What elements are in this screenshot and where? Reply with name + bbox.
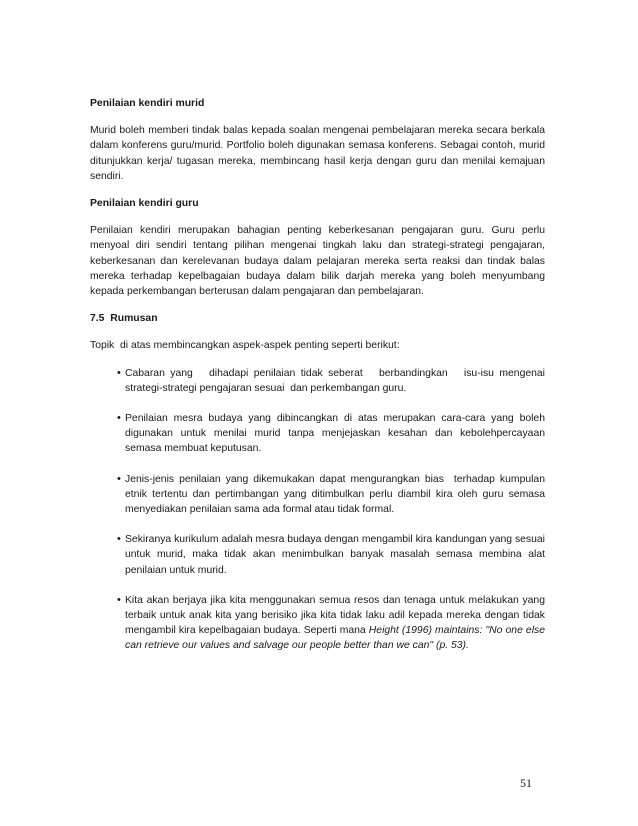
bullet-text-with-quote	[123, 593, 545, 654]
list-item: • Sekiranya kurikulum adalah mesra budaya dengan mengambil kira kandungan yang sesuai untuk murid, maka tidak akan menimbulkan banyak masalah semasa membina alat penilaian untuk murid.	[90, 532, 545, 578]
list-item: • Jenis-jenis penilaian yang dikemukakan dapat mengurangkan bias terhadap kumpulan etnik tertentu dan pertimbangan yang ditimbulkan perlu diambil kira oleh guru semasa menyediakan penilaian sama ada formal atau tidak formal.	[90, 472, 545, 518]
heading-summary: 7.5 Rumusan	[90, 313, 158, 325]
bullet-text: Jenis-jenis penilaian yang dikemukakan dapat mengurangkan bias terhadap kumpulan etnik tertentu dan pertimbangan yang ditimbulkan perlu diambil kira oleh guru semasa menyediakan penilaian sama ada formal atau tidak formal.	[125, 473, 548, 516]
paragraph-self-assessment-teacher: Penilaian kendiri merupakan bahagian penting keberkesanan pengajaran guru. Guru perlu menyoal diri sendiri tentang pilihan mengenai tingkah laku dan strategi-strategi pengajaran, keberkesanan dan kerelevanan budaya dalam pelajaran mereka serta reaksi dan tindak balas mereka terhadap kepelbagaian budaya dalam bilik darjah mereka yang boleh menyumbang kepada perkembangan berterusan dalam pengajaran dan pembelajaran.	[90, 225, 545, 298]
page-number: 51	[520, 776, 532, 790]
bullet-text: Penilaian mesra budaya yang dibincangkan di atas merupakan cara-cara yang boleh digunakan untuk menilai murid tanpa menjejaskan kesahan dan kebolehpercayaan semasa membuat keputusan.	[125, 413, 545, 455]
summary-bullet-list	[90, 366, 548, 654]
list-item: • Penilaian mesra budaya yang dibincangkan di atas merupakan cara-cara yang boleh digunakan untuk menilai murid tanpa menjejaskan kesahan dan kebolehpercayaan semasa membuat keputusan.	[90, 411, 545, 457]
document-page	[90, 96, 548, 669]
paragraph-self-assessment-student: Murid boleh memberi tindak balas kepada soalan mengenai pembelajaran mereka secara berkala dalam konferens guru/murid. Portfolio boleh digunakan semasa konferens. Sebagai contoh, murid ditunjukkan kerja/ tugasan mereka, membincang hasil kerja dengan guru dan menilai kemajuan sendiri.	[90, 125, 545, 182]
heading-self-assessment-student: Penilaian kendiri murid	[90, 98, 205, 109]
list-item: • Cabaran yang dihadapi penilaian tidak seberat berbandingkan isu-isu mengenai strategi-strategi pengajaran sesuai dan perkembangan guru.	[90, 366, 545, 396]
heading-self-assessment-teacher: Penilaian kendiri guru	[90, 198, 199, 210]
paragraph-summary-intro: Topik di atas membincangkan aspek-aspek penting seperti berikut:	[90, 340, 400, 352]
bullet-text-quote: Height (1996) maintains: "No one else can retrieve our values and salvage our people better than we can" (p. 53).	[125, 625, 545, 652]
list-item: • Kita akan berjaya jika kita menggunakan semua resos dan tenaga untuk melakukan yang terbaik untuk anak kita yang berisiko jika kita tidak laku adil kepada mereka dengan tidak mengambil kira kepelbagaian budaya. Seperti mana Height (1996) maintains: "No one else can retrieve our values and salvage our people better than we can" (p. 53).	[90, 593, 545, 654]
bullet-text: Cabaran yang dihadapi penilaian tidak seberat berbandingkan isu-isu mengenai strategi-strategi pengajaran sesuai dan perkembangan guru.	[125, 367, 548, 394]
bullet-text-plain: Kita akan berjaya jika kita menggunakan semua resos dan tenaga untuk melakukan yang terbaik untuk anak kita yang berisiko jika kita tidak laku adil kepada mereka dengan tidak mengambil kira kepelbagaian budaya. Seperti mana	[125, 594, 545, 637]
bullet-text: Sekiranya kurikulum adalah mesra budaya dengan mengambil kira kandungan yang sesuai untuk murid, maka tidak akan menimbulkan banyak masalah semasa membina alat penilaian untuk murid.	[125, 534, 545, 576]
